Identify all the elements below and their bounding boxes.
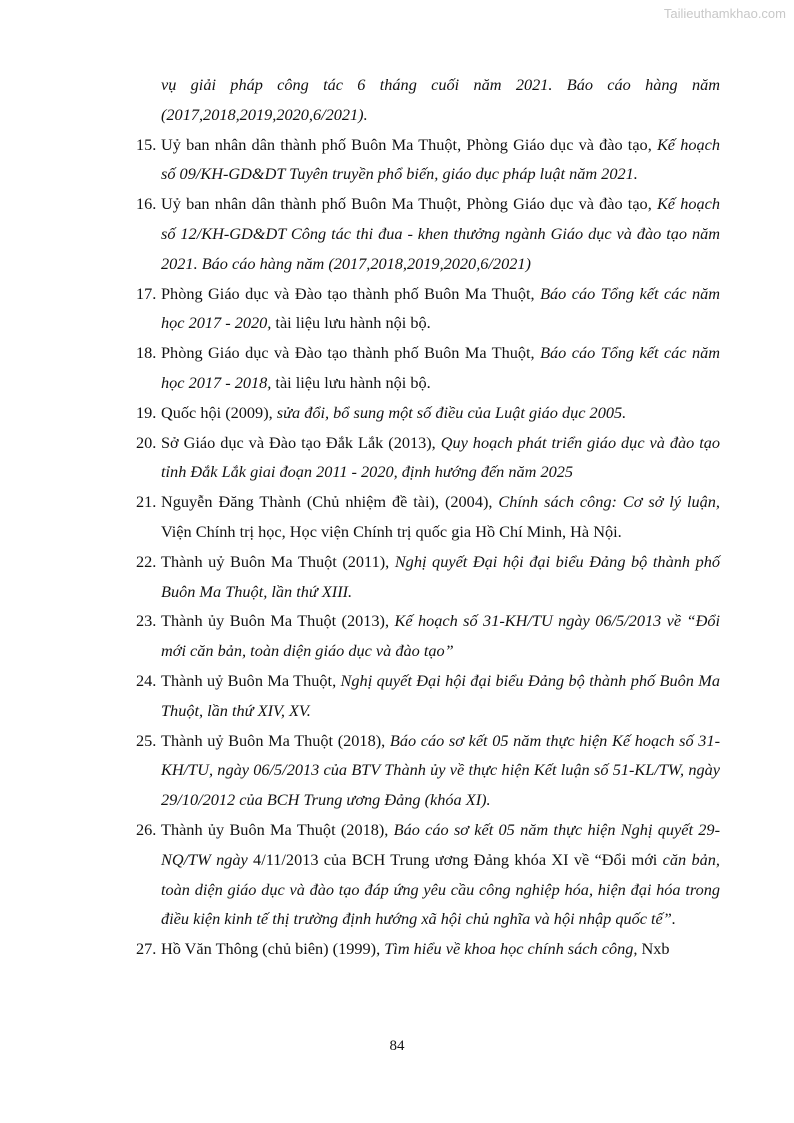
reference-title: Kế hoạch số 12/KH-GD&DT Công tác thi đua - khen thưởng ngành Giáo dục và đào tạo năm 2021. Báo cáo hàng năm (2017,2018,2019,2020,6/2021) [161, 194, 720, 273]
reference-title-continued: căn bản, toàn diện giáo dục và đào tạo đáp ứng yêu cầu công nghiệp hóa, hiện đại hóa trong điều kiện kinh tế thị trường định hướng xã hội chủ nghĩa và hội nhập quốc tế”. [161, 849, 720, 929]
reference-title: Nghị quyết Đại hội đại biểu Đảng bộ thành phố Buôn Ma Thuột, lần thứ XIII. [161, 551, 720, 601]
reference-title: Tìm hiểu về khoa học chính sách công, [384, 939, 638, 959]
reference-number: 24. [136, 670, 157, 690]
reference-number: 16. [136, 194, 157, 214]
reference-item: 19. Quốc hội (2009), sửa đổi, bổ sung một số điều của Luật giáo dục 2005. [136, 398, 720, 428]
reference-title: Quy hoạch phát triển giáo dục và đào tạo tỉnh Đắk Lắk giai đoạn 2011 - 2020, định hướng đến năm 2025 [161, 432, 721, 482]
reference-item: 24. Thành uỷ Buôn Ma Thuột, Nghị quyết Đại hội đại biểu Đảng bộ thành phố Buôn Ma Thuột, lần thứ XIV, XV. [136, 666, 720, 726]
reference-title: Kế hoạch số 31-KH/TU ngày 06/5/2013 về “Đổi mới căn bản, toàn diện giáo dục và đào tạo” [161, 611, 721, 661]
reference-item: 25. Thành uỷ Buôn Ma Thuột (2018), Báo cáo sơ kết 05 năm thực hiện Kế hoạch số 31-KH/TU, ngày 06/5/2013 của BTV Thành ủy về thực hiện Kết luận số 51-KL/TW, ngày 29/10/2012 của BCH Trung ương Đảng (khóa XI). [136, 726, 720, 815]
reference-item: 17. Phòng Giáo dục và Đào tạo thành phố Buôn Ma Thuột, Báo cáo Tổng kết các năm học 2017 - 2020, tài liệu lưu hành nội bộ. [136, 279, 720, 339]
reference-item: 16. Uỷ ban nhân dân thành phố Buôn Ma Thuột, Phòng Giáo dục và đào tạo, Kế hoạch số 12/KH-GD&DT Công tác thi đua - khen thưởng ngành Giáo dục và đào tạo năm 2021. Báo cáo hàng năm (2017,2018,2019,2020,6/2021) [136, 189, 720, 278]
reference-item [136, 70, 720, 130]
reference-number: 18. [136, 343, 157, 363]
reference-title: Báo cáo sơ kết 05 năm thực hiện Kế hoạch số 31-KH/TU, ngày 06/5/2013 của BTV Thành ủy về thực hiện Kết luận số 51-KL/TW, ngày 29/10/2012 của BCH Trung ương Đảng (khóa XI). [161, 730, 721, 810]
reference-number: 23. [136, 611, 157, 631]
reference-title: sửa đổi, bổ sung một số điều của Luật giáo dục 2005. [276, 402, 627, 422]
reference-item: 23. Thành ủy Buôn Ma Thuột (2013), Kế hoạch số 31-KH/TU ngày 06/5/2013 về “Đổi mới căn bản, toàn diện giáo dục và đào tạo” [136, 606, 720, 666]
reference-title: Báo cáo sơ kết 05 năm thực hiện Nghị quyết 29-NQ/TW ngày [161, 819, 720, 869]
reference-number: 17. [136, 283, 157, 303]
reference-number: 21. [136, 492, 157, 512]
reference-item: 21. Nguyễn Đăng Thành (Chủ nhiệm đề tài), (2004), Chính sách công: Cơ sở lý luận, Viện Chính trị học, Học viện Chính trị quốc gia Hồ Chí Minh, Hà Nội. [136, 487, 720, 547]
reference-item: 22. Thành uỷ Buôn Ma Thuột (2011), Nghị quyết Đại hội đại biểu Đảng bộ thành phố Buôn Ma Thuột, lần thứ XIII. [136, 547, 720, 607]
reference-title: Báo cáo Tổng kết các năm học 2017 - 2020, [161, 283, 720, 333]
reference-number: 19. [136, 402, 157, 422]
reference-title: Báo cáo Tổng kết các năm học 2017 - 2018, [161, 343, 720, 392]
reference-number: 20. [136, 432, 157, 452]
reference-title: vụ giải pháp công tác 6 tháng cuối năm 2021. Báo cáo hàng năm (2017,2018,2019,2020,6/2021). [161, 75, 720, 124]
reference-title: Kế hoạch số 09/KH-GD&DT Tuyên truyền phổ biến, giáo dục pháp luật năm 2021. [161, 134, 720, 184]
reference-list [136, 70, 720, 964]
reference-number: 27. [136, 939, 157, 959]
reference-number: 22. [136, 551, 157, 571]
reference-number: 25. [136, 730, 157, 750]
reference-number: 26. [136, 819, 157, 839]
page-number: 84 [389, 1038, 405, 1054]
reference-item: 18. Phòng Giáo dục và Đào tạo thành phố Buôn Ma Thuột, Báo cáo Tổng kết các năm học 2017 - 2018, tài liệu lưu hành nội bộ. [136, 338, 720, 398]
reference-item: 27. Hồ Văn Thông (chủ biên) (1999), Tìm hiểu về khoa học chính sách công, Nxb [136, 934, 720, 964]
watermark: Tailieuthamkhao.com [663, 6, 786, 21]
reference-title: Chính sách công: Cơ sở lý luận, [498, 492, 720, 512]
reference-item: 15. Uỷ ban nhân dân thành phố Buôn Ma Thuột, Phòng Giáo dục và đào tạo, Kế hoạch số 09/KH-GD&DT Tuyên truyền phổ biến, giáo dục pháp luật năm 2021. [136, 130, 720, 190]
reference-title: Nghị quyết Đại hội đại biểu Đảng bộ thành phố Buôn Ma Thuột, lần thứ XIV, XV. [161, 670, 720, 720]
reference-item: 26. Thành ủy Buôn Ma Thuột (2018), Báo cáo sơ kết 05 năm thực hiện Nghị quyết 29-NQ/TW ngày 4/11/2013 của BCH Trung ương Đảng khóa XI về “Đổi mới căn bản, toàn diện giáo dục và đào tạo đáp ứng yêu cầu công nghiệp hóa, hiện đại hóa trong điều kiện kinh tế thị trường định hướng xã hội chủ nghĩa và hội nhập quốc tế”. [136, 815, 720, 934]
reference-item: 20. Sở Giáo dục và Đào tạo Đắk Lắk (2013), Quy hoạch phát triển giáo dục và đào tạo tỉnh Đắk Lắk giai đoạn 2011 - 2020, định hướng đến năm 2025 [136, 428, 720, 488]
reference-number: 15. [136, 134, 157, 154]
